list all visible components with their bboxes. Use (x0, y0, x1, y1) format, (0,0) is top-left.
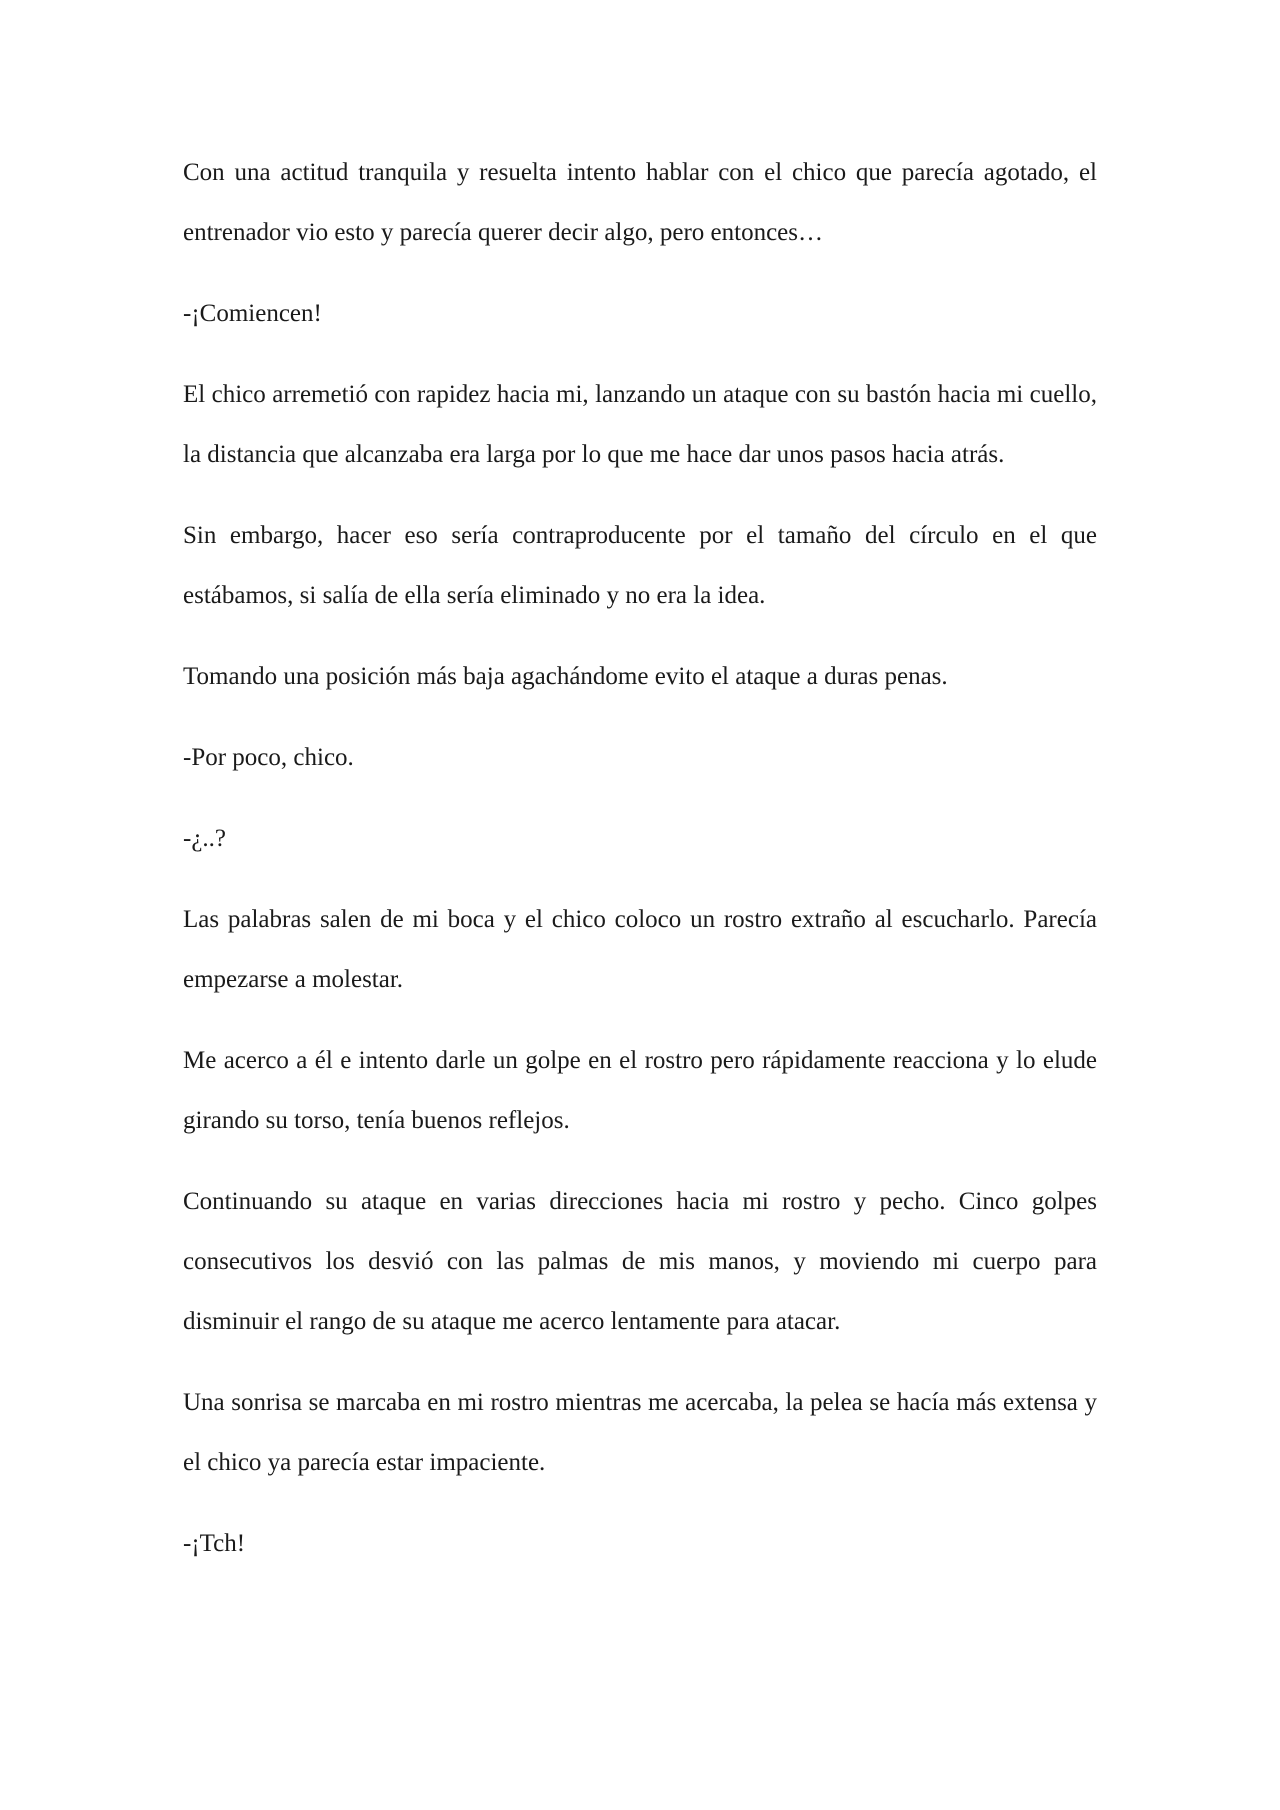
paragraph: Una sonrisa se marcaba en mi rostro mientras me acercaba, la pelea se hacía más extensa y el chico ya parecía estar impaciente. (183, 1389, 1097, 1476)
paragraph: Las palabras salen de mi boca y el chico coloco un rostro extraño al escucharlo. Parecía empezarse a molestar. (183, 906, 1097, 993)
paragraph: El chico arremetió con rapidez hacia mi, lanzando un ataque con su bastón hacia mi cuello, la distancia que alcanzaba era larga por lo que me hace dar unos pasos hacia atrás. (183, 381, 1097, 468)
dialogue-line: -Por poco, chico. (183, 744, 354, 771)
paragraph: Con una actitud tranquila y resuelta intento hablar con el chico que parecía agotado, el entrenador vio esto y parecía querer decir algo, pero entonces… (183, 159, 1097, 246)
paragraph: Continuando su ataque en varias direcciones hacia mi rostro y pecho. Cinco golpes consecutivos los desvió con las palmas de mis manos, y moviendo mi cuerpo para disminuir el rango de su ataque me acerco lentamente para atacar. (183, 1188, 1097, 1335)
paragraph: Sin embargo, hacer eso sería contraproducente por el tamaño del círculo en el que estábamos, si salía de ella sería eliminado y no era la idea. (183, 522, 1097, 609)
dialogue-line: -¡Comiencen! (183, 300, 322, 327)
paragraph: Me acerco a él e intento darle un golpe en el rostro pero rápidamente reacciona y lo elude girando su torso, tenía buenos reflejos. (183, 1047, 1097, 1134)
dialogue-line: -¡Tch! (183, 1530, 246, 1557)
dialogue-line: -¿..? (183, 825, 227, 852)
paragraph: Tomando una posición más baja agachándome evito el ataque a duras penas. (183, 663, 948, 690)
